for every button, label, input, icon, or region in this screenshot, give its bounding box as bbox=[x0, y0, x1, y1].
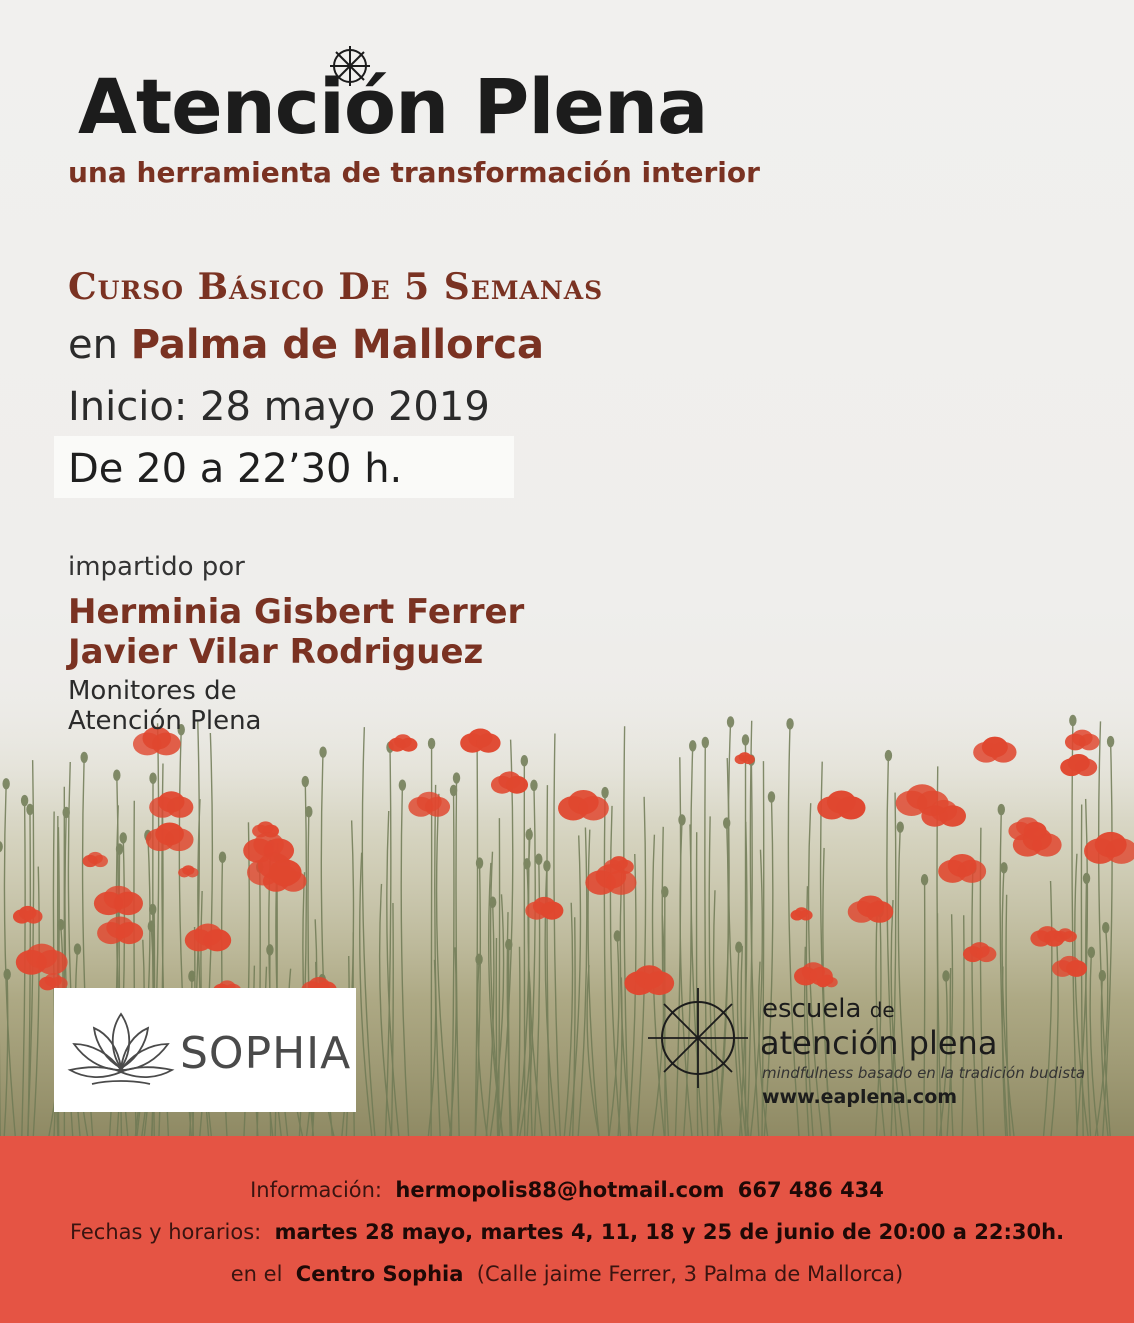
poppy-bud bbox=[58, 920, 64, 930]
city-name: Palma de Mallorca bbox=[130, 322, 545, 368]
contact-phone[interactable]: 667 486 434 bbox=[737, 1178, 884, 1202]
poppy-bud bbox=[602, 788, 608, 798]
poppy-bud bbox=[690, 741, 696, 751]
poppy-bud bbox=[22, 796, 28, 806]
page-subtitle: una herramienta de transformación interior bbox=[68, 156, 760, 189]
poppy-bud bbox=[114, 770, 120, 780]
poppy-bud bbox=[120, 833, 126, 843]
course-title: Curso Básico De 5 Semanas bbox=[68, 266, 604, 308]
poppy-bud bbox=[429, 739, 435, 749]
poppy-bud bbox=[1108, 737, 1114, 747]
info-dates-line bbox=[0, 1220, 1134, 1244]
poppy-bud bbox=[1001, 863, 1007, 873]
poppy-bud bbox=[897, 822, 903, 832]
poppy-bud bbox=[74, 944, 80, 954]
poppy-bud bbox=[536, 854, 542, 864]
lotus-icon bbox=[62, 1000, 180, 1100]
poppy-bud bbox=[490, 897, 496, 907]
poppy-bud bbox=[267, 945, 273, 955]
school-tagline: mindfulness basado en la tradición budista bbox=[762, 1064, 1086, 1082]
poppy-bud bbox=[320, 747, 326, 757]
poppy-bud bbox=[1070, 715, 1076, 725]
poppy-bud bbox=[885, 751, 891, 761]
taught-by-label: impartido por bbox=[68, 552, 245, 582]
school-compass-icon bbox=[646, 986, 750, 1090]
poppy-bud bbox=[702, 737, 708, 747]
school-name-line-1 bbox=[762, 994, 895, 1024]
school-word-de: de bbox=[869, 998, 895, 1022]
poppy-bud bbox=[521, 756, 527, 766]
poppy-bud bbox=[454, 773, 460, 783]
sophia-logo-text: SOPHIA bbox=[180, 1028, 352, 1079]
school-word-escuela: escuela bbox=[762, 994, 862, 1024]
poppy-bud bbox=[614, 931, 620, 941]
poppy-bud bbox=[4, 969, 10, 979]
poppy-bud bbox=[1088, 947, 1094, 957]
info-venue-line bbox=[0, 1262, 1134, 1286]
teacher-name-1: Herminia Gisbert Ferrer bbox=[68, 592, 525, 632]
poppy-bud bbox=[302, 777, 308, 787]
poppy-bud bbox=[531, 780, 537, 790]
poppy-bud bbox=[768, 792, 774, 802]
poppy-bud bbox=[451, 785, 457, 795]
poppy-bud bbox=[306, 807, 312, 817]
poppy-bud bbox=[1103, 923, 1109, 933]
school-name-line-2: atención plena bbox=[760, 1024, 998, 1062]
poppy-bud bbox=[526, 830, 532, 840]
poppy-bud bbox=[0, 842, 2, 852]
poppy-bud bbox=[943, 971, 949, 981]
poppy-bud bbox=[1099, 971, 1105, 981]
poppy-bud bbox=[3, 779, 9, 789]
poppy-bud bbox=[399, 780, 405, 790]
teacher-role-line-1: Monitores de bbox=[68, 676, 237, 706]
dates-label: Fechas y horarios: bbox=[69, 1220, 262, 1244]
school-website: www.eaplena.com bbox=[762, 1086, 958, 1108]
venue-name: Centro Sophia bbox=[295, 1262, 464, 1286]
poppy-bud bbox=[998, 805, 1004, 815]
teacher-role-line-2: Atención Plena bbox=[68, 706, 262, 736]
poppy-bud bbox=[219, 852, 225, 862]
dates-value: martes 28 mayo, martes 4, 11, 18 y 25 de junio de 20:00 a 22:30h. bbox=[274, 1220, 1065, 1244]
poppy-bud bbox=[27, 804, 33, 814]
poppy-bud bbox=[787, 719, 793, 729]
poppy-bud bbox=[1084, 873, 1090, 883]
contact-email[interactable]: hermopolis88@hotmail.com bbox=[395, 1178, 725, 1202]
page-title: Atención Plena bbox=[78, 62, 708, 151]
poppy-bud bbox=[150, 773, 156, 783]
course-location bbox=[68, 322, 544, 368]
course-start-date: Inicio: 28 mayo 2019 bbox=[68, 384, 490, 430]
poppy-bud bbox=[476, 954, 482, 964]
poppy-bud bbox=[922, 875, 928, 885]
poppy-bud bbox=[662, 887, 668, 897]
city-prefix: en bbox=[68, 322, 118, 368]
course-time: De 20 a 22’30 h. bbox=[68, 446, 403, 492]
venue-label: en el bbox=[230, 1262, 283, 1286]
poppy-bud bbox=[743, 735, 749, 745]
info-contact-line bbox=[0, 1178, 1134, 1202]
poppy-bud bbox=[81, 752, 87, 762]
info-label: Información: bbox=[250, 1178, 383, 1202]
poppy-bud bbox=[728, 717, 734, 727]
poppy-bud bbox=[506, 940, 512, 950]
poppy-bud bbox=[736, 942, 742, 952]
teacher-name-2: Javier Vilar Rodriguez bbox=[68, 632, 484, 672]
poppy-bud bbox=[189, 971, 195, 981]
venue-address: (Calle jaime Ferrer, 3 Palma de Mallorca) bbox=[476, 1262, 904, 1286]
